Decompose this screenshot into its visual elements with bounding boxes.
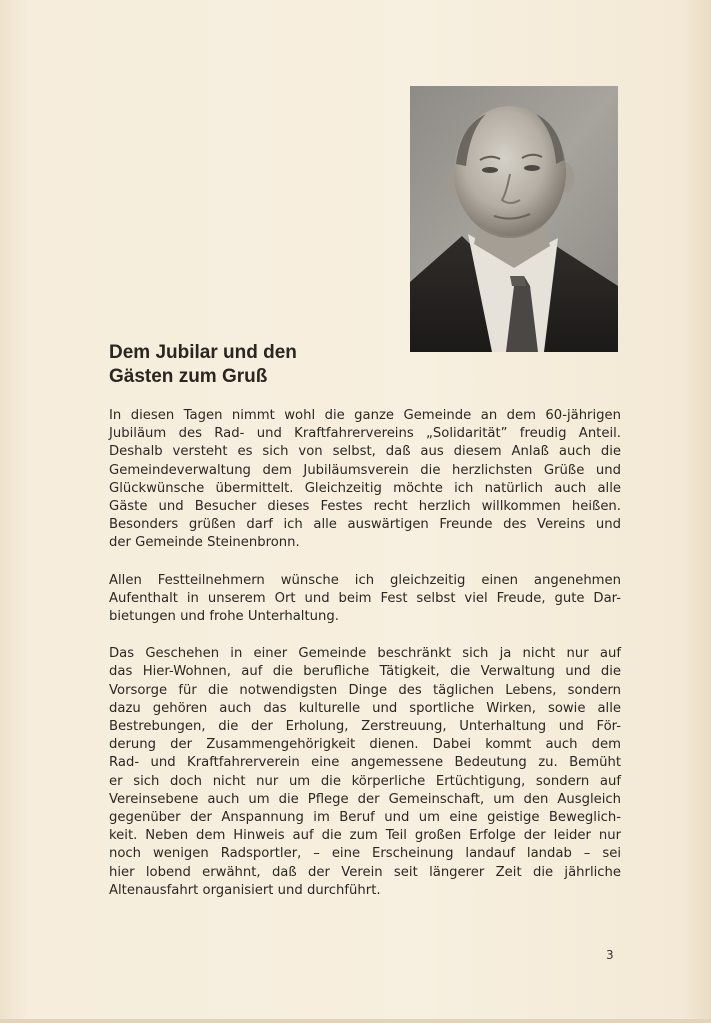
heading-line-1: Dem Jubilar und den	[109, 342, 297, 363]
heading-line-2: Gästen zum Gruß	[109, 366, 268, 387]
body-text	[109, 407, 621, 919]
page-heading	[109, 341, 369, 389]
text-line: Jubiläum des Rad- und Kraftfahrervereins „Solidarität” freudig Anteil.	[109, 426, 621, 442]
page-edge	[0, 1019, 711, 1023]
text-line: Besonders grüßen darf ich alle auswärtigen Freunde des Vereins und	[109, 517, 621, 533]
text-line: Deshalb versteht es sich von selbst, daß aus diesem Anlaß auch die	[109, 444, 621, 460]
text-line: Altenausfahrt organisiert und durchführt.	[109, 882, 381, 898]
text-line: Gemeindeverwaltung dem Jubiläumsverein die herzlichsten Grüße und	[109, 462, 621, 478]
text-line: In diesen Tagen nimmt wohl die ganze Gemeinde an dem 60-jährigen	[109, 408, 621, 423]
paragraph-3	[109, 645, 621, 900]
text-line: er sich doch nicht nur um die körperliche Ertüchtigung, sondern auf	[109, 773, 621, 789]
text-line: Rad- und Kraftfahrerverein eine angemessene Bedeutung zu. Bemüht	[109, 755, 621, 771]
paragraph-2	[109, 572, 621, 627]
text-line: Aufenthalt in unserem Ort und beim Fest selbst viel Freude, gute Dar-	[109, 590, 621, 606]
text-line: Vorsorge für die notwendigsten Dinge des täglichen Lebens, sondern	[109, 682, 621, 698]
text-line: Allen Festteilnehmern wünsche ich gleichzeitig einen angenehmen	[109, 572, 621, 588]
text-line: Glückwünsche übermittelt. Gleichzeitig möchte ich natürlich auch alle	[109, 480, 621, 496]
text-line: Bestrebungen, die der Erholung, Zerstreuung, Unterhaltung und För-	[109, 719, 621, 735]
paragraph-1	[109, 407, 621, 553]
text-line: derung der Zusammengehörigkeit dienen. Dabei kommt auch dem	[109, 737, 621, 753]
text-line: Vereinsebene auch um die Pflege der Gemeinschaft, um den Ausgleich	[109, 791, 621, 807]
text-line: noch wenigen Radsportler, – eine Erscheinung landauf landab – sei	[109, 846, 621, 862]
text-line: gegenüber der Anspannung im Beruf und um eine geistige Beweglich-	[109, 810, 621, 826]
text-line: Das Geschehen in einer Gemeinde beschränkt sich ja nicht nur auf	[109, 646, 621, 662]
text-line: hier lobend erwähnt, daß der Verein seit längerer Zeit die jährliche	[109, 864, 621, 880]
text-line: dazu gehören auch das kulturelle und sportliche Wirken, sowie alle	[109, 700, 621, 716]
portrait-photo	[410, 86, 618, 352]
text-line: bietungen und frohe Unterhaltung.	[109, 609, 339, 625]
text-line: Gäste und Besucher dieses Festes recht herzlich willkommen heißen.	[109, 499, 621, 515]
text-line: das Hier-Wohnen, auf die berufliche Tätigkeit, die Verwaltung und die	[109, 664, 621, 680]
text-line: der Gemeinde Steinenbronn.	[109, 535, 300, 551]
text-line: keit. Neben dem Hinweis auf die zum Teil großen Erfolge der leider nur	[109, 828, 621, 844]
page-number: 3	[606, 948, 614, 962]
